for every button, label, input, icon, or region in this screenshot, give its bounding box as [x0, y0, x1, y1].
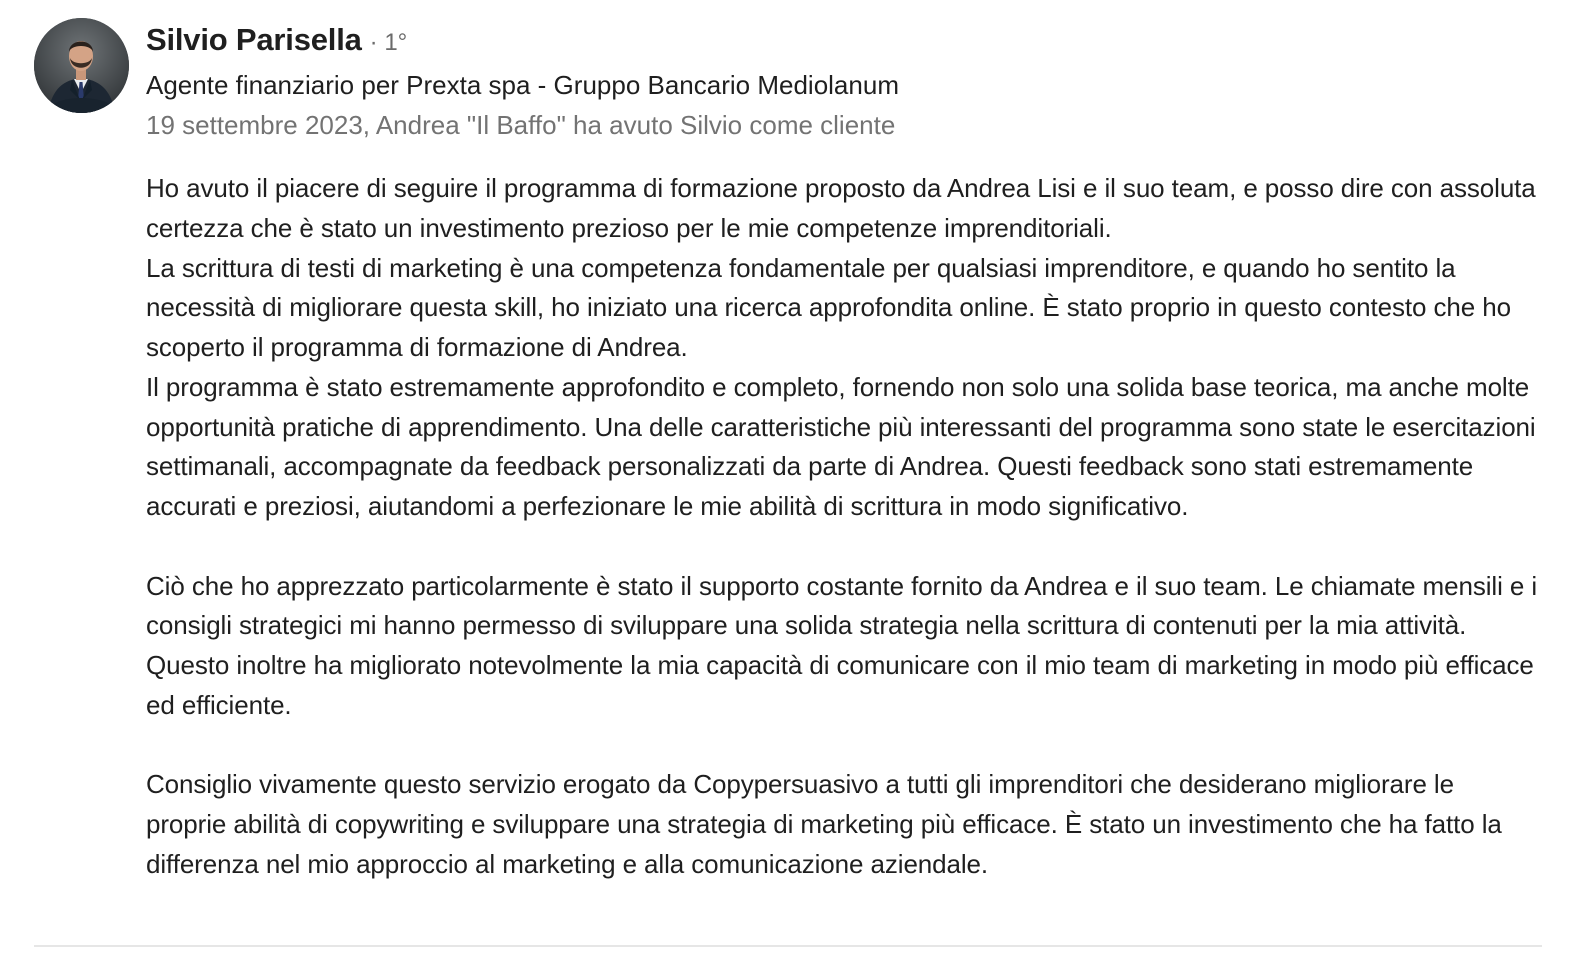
paragraph-spacer [146, 527, 1541, 567]
paragraph: Il programma è stato estremamente approfondito e completo, fornendo non solo una solida base teorica, ma anche molte opportunità pratiche di apprendimento. Una delle caratteristiche più interessanti del programma sono state le esercitazioni settimanali, accompagnate da feedback personalizzati da parte di Andrea. Questi feedback sono stati estremamente accurati e preziosi, aiutandomi a perfezionare le mie abilità di scrittura in modo significativo. [146, 371, 1536, 521]
recommendation-header [146, 22, 1546, 145]
paragraph: Ciò che ho apprezzato particolarmente è stato il supporto costante fornito da Andrea e il suo team. Le chiamate mensili e i consigli strategici mi hanno permesso di sviluppare una solida strategia nella scrittura di contenuti per la mia attività. Questo inoltre ha migliorato notevolmente la mia capacità di comunicare con il mio team di marketing in modo più efficace ed efficiente. [146, 570, 1538, 720]
profile-photo-icon [34, 18, 129, 113]
author-headline: Agente finanziario per Prexta spa - Gruppo Bancario Mediolanum [146, 70, 899, 100]
paragraph: Ho avuto il piacere di seguire il programma di formazione proposto da Andrea Lisi e il suo team, e posso dire con assoluta certezza che è stato un investimento prezioso per le mie competenze imprenditoriali. [146, 173, 1536, 243]
divider [34, 945, 1542, 947]
paragraph-spacer [146, 726, 1541, 766]
recommendation-text [146, 169, 1541, 885]
author-name[interactable]: Silvio Parisella [146, 22, 362, 57]
paragraph: La scrittura di testi di marketing è una competenza fondamentale per qualsiasi imprenditore, e quando ho sentito la necessità di migliorare questa skill, ho iniziato una ricerca approfondita online. È stato proprio in questo contesto che ho scoperto il programma di formazione di Andrea. [146, 252, 1511, 362]
paragraph: Consiglio vivamente questo servizio erogato da Copypersuasivo a tutti gli imprenditori che desiderano migliorare le proprie abilità di copywriting e sviluppare una strategia di marketing più efficace. È stato un investimento che ha fatto la differenza nel mio approccio al marketing e alla comunicazione aziendale. [146, 769, 1502, 879]
avatar[interactable] [34, 18, 129, 113]
recommendation-meta: 19 settembre 2023, Andrea "Il Baffo" ha avuto Silvio come cliente [146, 110, 896, 140]
name-line [146, 22, 1546, 64]
connection-degree: · 1° [369, 29, 408, 56]
